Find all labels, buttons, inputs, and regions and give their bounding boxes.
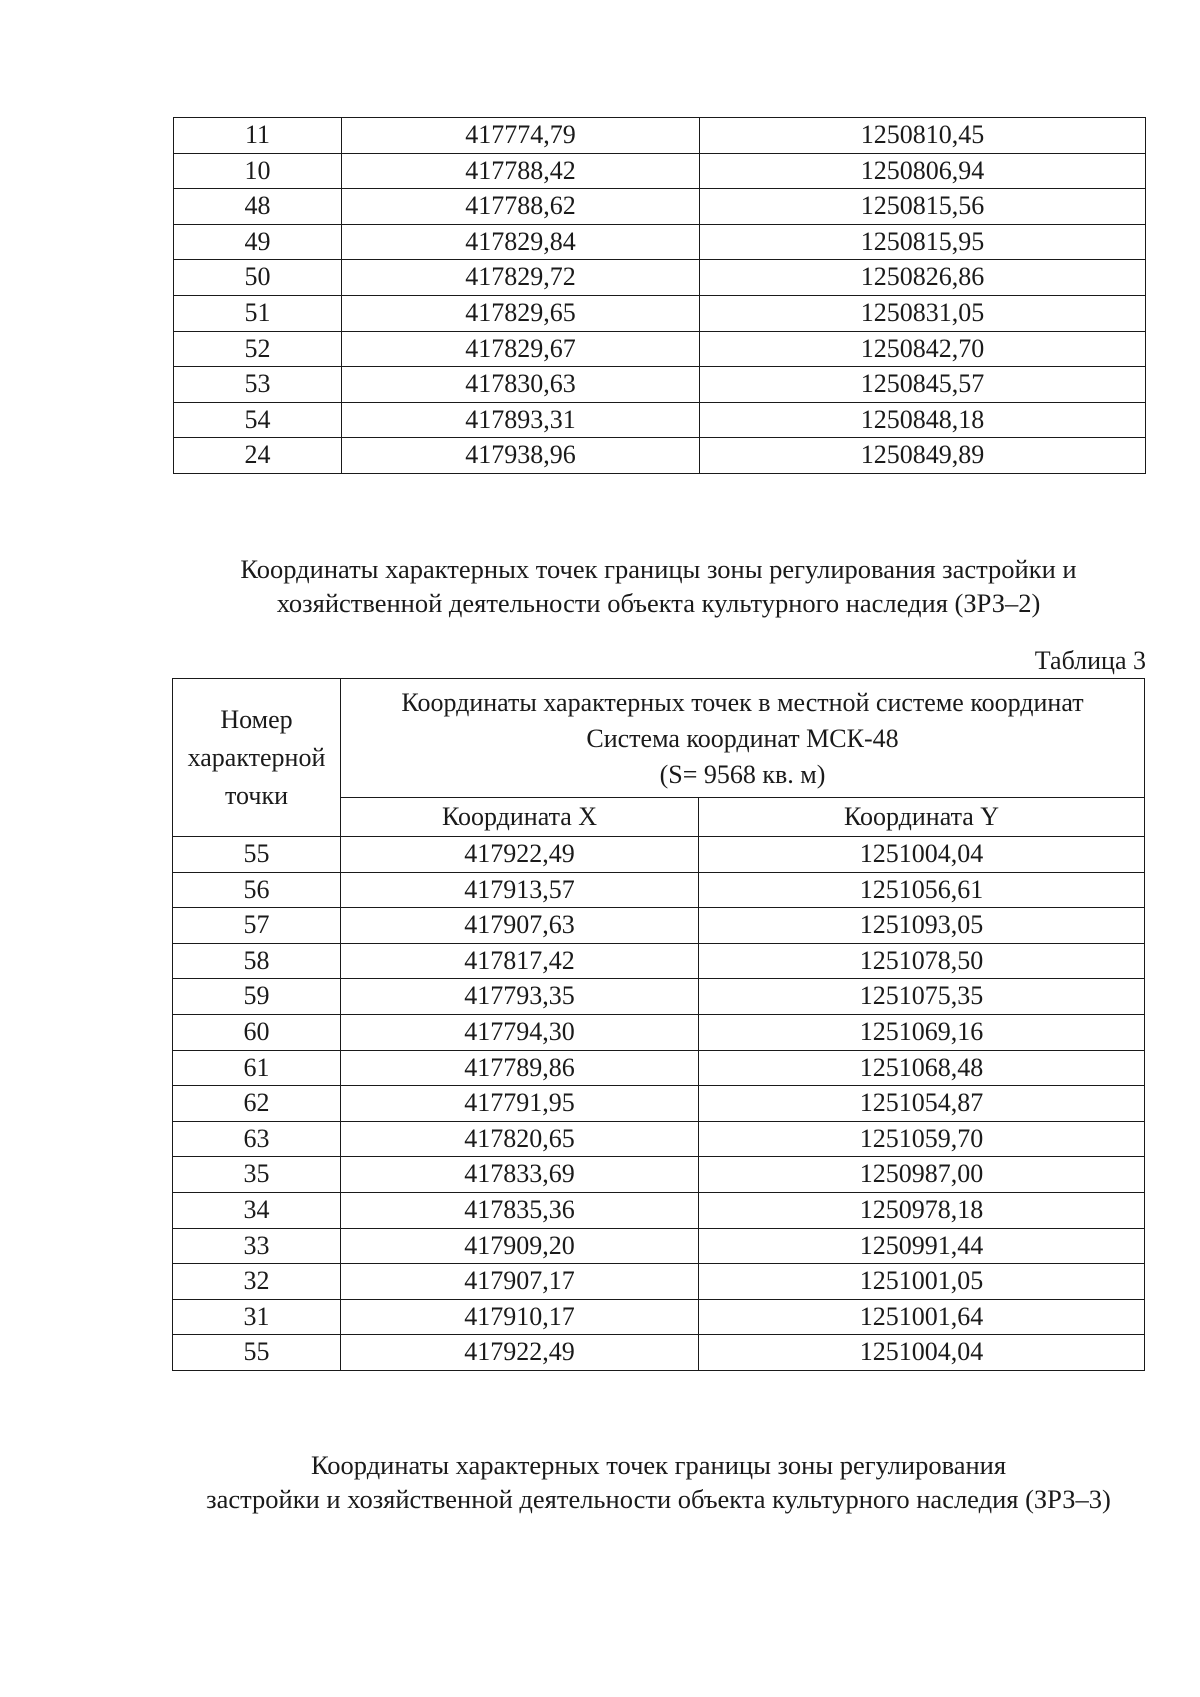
coordinate-y-cell: 1251069,16 xyxy=(699,1014,1145,1050)
coordinates-table-zrz2-body xyxy=(173,837,1145,1371)
coordinate-y-cell: 1251093,05 xyxy=(699,908,1145,944)
coordinate-x-cell: 417907,63 xyxy=(341,908,699,944)
coordinates-table-zrz2-header xyxy=(173,679,1145,837)
coordinate-y-cell: 1251004,04 xyxy=(699,837,1145,873)
table-row xyxy=(173,908,1145,944)
point-number-cell: 55 xyxy=(173,837,341,873)
coordinate-y-cell: 1250831,05 xyxy=(700,295,1146,331)
point-number-cell: 10 xyxy=(174,153,342,189)
section-heading-zrz3 xyxy=(172,1448,1145,1516)
coordinate-y-cell: 1250815,95 xyxy=(700,224,1146,260)
table-row xyxy=(174,367,1146,403)
header-coordinates-line3: (S= 9568 кв. м) xyxy=(659,760,826,789)
coordinate-y-cell: 1251068,48 xyxy=(699,1050,1145,1086)
coordinate-x-cell: 417829,67 xyxy=(342,331,700,367)
coordinate-y-cell: 1251078,50 xyxy=(699,943,1145,979)
table-row xyxy=(174,153,1146,189)
coordinate-y-cell: 1250815,56 xyxy=(700,189,1146,225)
point-number-cell: 53 xyxy=(174,367,342,403)
coordinate-y-cell: 1251001,64 xyxy=(699,1299,1145,1335)
coordinate-x-cell: 417788,62 xyxy=(342,189,700,225)
coordinate-y-cell: 1251001,05 xyxy=(699,1264,1145,1300)
coordinate-x-cell: 417922,49 xyxy=(341,837,699,873)
coordinate-x-cell: 417788,42 xyxy=(342,153,700,189)
coordinate-x-cell: 417817,42 xyxy=(341,943,699,979)
header-point-number xyxy=(173,679,341,837)
section-heading-zrz2-line2: хозяйственной деятельности объекта культурного наследия (ЗРЗ–2) xyxy=(276,588,1041,618)
coordinate-y-cell: 1250848,18 xyxy=(700,402,1146,438)
header-coordinates-line2: Система координат МСК-48 xyxy=(586,724,899,753)
point-number-cell: 62 xyxy=(173,1086,341,1122)
coordinate-y-cell: 1250978,18 xyxy=(699,1192,1145,1228)
coordinate-x-cell: 417793,35 xyxy=(341,979,699,1015)
table-row xyxy=(173,943,1145,979)
table-row xyxy=(174,402,1146,438)
coordinate-y-cell: 1250987,00 xyxy=(699,1157,1145,1193)
table-row xyxy=(174,224,1146,260)
table-row xyxy=(173,837,1145,873)
table-row xyxy=(173,1086,1145,1122)
coordinate-x-cell: 417789,86 xyxy=(341,1050,699,1086)
point-number-cell: 11 xyxy=(174,118,342,154)
table-row xyxy=(173,1299,1145,1335)
coordinates-table-continued xyxy=(173,117,1146,474)
coordinate-y-cell: 1251059,70 xyxy=(699,1121,1145,1157)
point-number-cell: 48 xyxy=(174,189,342,225)
table-row xyxy=(173,1121,1145,1157)
coordinate-y-cell: 1250826,86 xyxy=(700,260,1146,296)
point-number-cell: 57 xyxy=(173,908,341,944)
coordinate-x-cell: 417830,63 xyxy=(342,367,700,403)
point-number-cell: 24 xyxy=(174,438,342,474)
point-number-cell: 61 xyxy=(173,1050,341,1086)
coordinate-y-cell: 1250806,94 xyxy=(700,153,1146,189)
table-row xyxy=(174,118,1146,154)
point-number-cell: 32 xyxy=(173,1264,341,1300)
section-heading-zrz3-line2: застройки и хозяйственной деятельности объекта культурного наследия (ЗРЗ–3) xyxy=(206,1484,1111,1514)
point-number-cell: 60 xyxy=(173,1014,341,1050)
coordinate-x-cell: 417938,96 xyxy=(342,438,700,474)
coordinate-x-cell: 417907,17 xyxy=(341,1264,699,1300)
header-point-number-line3: точки xyxy=(225,780,288,810)
coordinate-x-cell: 417835,36 xyxy=(341,1192,699,1228)
header-coordinate-x: Координата X xyxy=(341,798,699,837)
coordinate-x-cell: 417829,84 xyxy=(342,224,700,260)
point-number-cell: 55 xyxy=(173,1335,341,1371)
table-row xyxy=(173,1228,1145,1264)
coordinate-x-cell: 417893,31 xyxy=(342,402,700,438)
point-number-cell: 56 xyxy=(173,872,341,908)
coordinate-x-cell: 417820,65 xyxy=(341,1121,699,1157)
coordinate-y-cell: 1250991,44 xyxy=(699,1228,1145,1264)
coordinate-y-cell: 1250849,89 xyxy=(700,438,1146,474)
table-row xyxy=(174,331,1146,367)
point-number-cell: 33 xyxy=(173,1228,341,1264)
point-number-cell: 63 xyxy=(173,1121,341,1157)
header-point-number-line2: характерной xyxy=(187,742,326,772)
point-number-cell: 51 xyxy=(174,295,342,331)
point-number-cell: 52 xyxy=(174,331,342,367)
section-heading-zrz2-line1: Координаты характерных точек границы зоны регулирования застройки и xyxy=(240,554,1077,584)
section-heading-zrz2 xyxy=(172,552,1145,620)
coordinate-x-cell: 417910,17 xyxy=(341,1299,699,1335)
table-row xyxy=(174,260,1146,296)
table-row xyxy=(173,1335,1145,1371)
coordinate-x-cell: 417922,49 xyxy=(341,1335,699,1371)
table-row xyxy=(174,438,1146,474)
coordinate-x-cell: 417774,79 xyxy=(342,118,700,154)
point-number-cell: 34 xyxy=(173,1192,341,1228)
header-coordinates-line1: Координаты характерных точек в местной системе координат xyxy=(401,688,1084,717)
section-heading-zrz3-line1: Координаты характерных точек границы зоны регулирования xyxy=(310,1450,1007,1480)
point-number-cell: 54 xyxy=(174,402,342,438)
coordinate-x-cell: 417833,69 xyxy=(341,1157,699,1193)
coordinate-x-cell: 417829,72 xyxy=(342,260,700,296)
point-number-cell: 49 xyxy=(174,224,342,260)
coordinate-x-cell: 417829,65 xyxy=(342,295,700,331)
coordinate-y-cell: 1250810,45 xyxy=(700,118,1146,154)
point-number-cell: 50 xyxy=(174,260,342,296)
coordinate-y-cell: 1250845,57 xyxy=(700,367,1146,403)
table-row xyxy=(173,1014,1145,1050)
coordinate-y-cell: 1251004,04 xyxy=(699,1335,1145,1371)
table-label: Таблица 3 xyxy=(1034,646,1146,675)
coordinate-y-cell: 1251075,35 xyxy=(699,979,1145,1015)
table-row xyxy=(173,979,1145,1015)
coordinate-y-cell: 1251054,87 xyxy=(699,1086,1145,1122)
table-row xyxy=(174,189,1146,225)
coordinates-table-zrz2 xyxy=(172,678,1145,1371)
coordinate-y-cell: 1251056,61 xyxy=(699,872,1145,908)
coordinate-x-cell: 417794,30 xyxy=(341,1014,699,1050)
point-number-cell: 59 xyxy=(173,979,341,1015)
table-row xyxy=(173,1050,1145,1086)
header-point-number-line1: Номер xyxy=(220,704,293,734)
coordinates-table-continued-body xyxy=(174,118,1146,474)
table-row xyxy=(173,1192,1145,1228)
table-row xyxy=(174,295,1146,331)
table-row xyxy=(173,872,1145,908)
coordinate-x-cell: 417913,57 xyxy=(341,872,699,908)
point-number-cell: 58 xyxy=(173,943,341,979)
table-row xyxy=(173,1157,1145,1193)
table-row xyxy=(173,1264,1145,1300)
coordinate-y-cell: 1250842,70 xyxy=(700,331,1146,367)
header-coordinate-y: Координата Y xyxy=(699,798,1145,837)
point-number-cell: 31 xyxy=(173,1299,341,1335)
header-coordinates xyxy=(341,679,1145,798)
coordinate-x-cell: 417791,95 xyxy=(341,1086,699,1122)
point-number-cell: 35 xyxy=(173,1157,341,1193)
coordinate-x-cell: 417909,20 xyxy=(341,1228,699,1264)
